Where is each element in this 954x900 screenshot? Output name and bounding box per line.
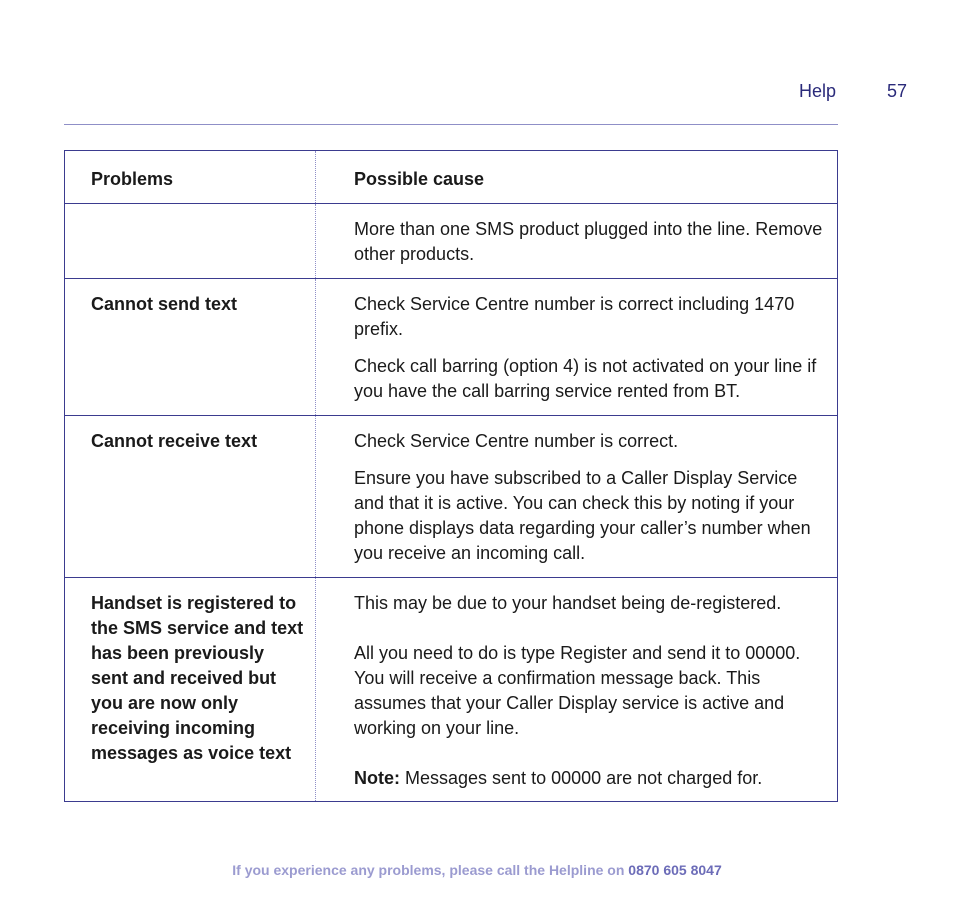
problem-cell: Handset is registered to the SMS service and text has been previously sent and received but you are now only receiving incoming messages as voice text [65, 578, 316, 802]
cause-cell [316, 204, 838, 279]
cause-cell [316, 416, 838, 578]
cause-text: This may be due to your handset being de-registered. [354, 593, 782, 613]
note-text: Messages sent to 00000 are not charged for. [400, 768, 763, 788]
table-row [65, 279, 838, 416]
helpline-number: 0870 605 8047 [628, 862, 722, 878]
troubleshooting-table [64, 150, 838, 802]
cause-text: More than one SMS product plugged into the line. Remove other products. [354, 219, 823, 264]
page-number: 57 [887, 81, 908, 101]
cause-text: Check Service Centre number is correct including 1470 prefix. [354, 294, 795, 339]
section-title: Help [799, 81, 837, 101]
cause-cell [316, 578, 838, 802]
cause-text: Ensure you have subscribed to a Caller Display Service and that it is active. You can check this by noting if your phone displays data regarding your caller’s number when you receive an incoming call. [354, 468, 811, 563]
table-header-row [65, 151, 838, 204]
cause-text: All you need to do is type Register and send it to 00000. You will receive a confirmation message back. This assumes that your Caller Display service is active and working on your line. [354, 643, 801, 738]
table-row [65, 204, 838, 279]
header-divider [64, 124, 838, 125]
column-header-problems: Problems [65, 151, 316, 204]
problem-cell [65, 204, 316, 279]
helpline-footer [0, 862, 954, 878]
column-header-cause: Possible cause [354, 169, 485, 189]
note-label: Note: [354, 768, 400, 788]
cause-text: Check Service Centre number is correct. [354, 431, 679, 451]
problem-cell: Cannot send text [65, 279, 316, 416]
note [354, 766, 831, 791]
table-row [65, 416, 838, 578]
problem-cell: Cannot receive text [65, 416, 316, 578]
cause-cell [316, 279, 838, 416]
table-row [65, 578, 838, 802]
cause-text: Check call barring (option 4) is not activated on your line if you have the call barring service rented from BT. [354, 356, 817, 401]
footer-text: If you experience any problems, please call the Helpline on [232, 862, 629, 878]
